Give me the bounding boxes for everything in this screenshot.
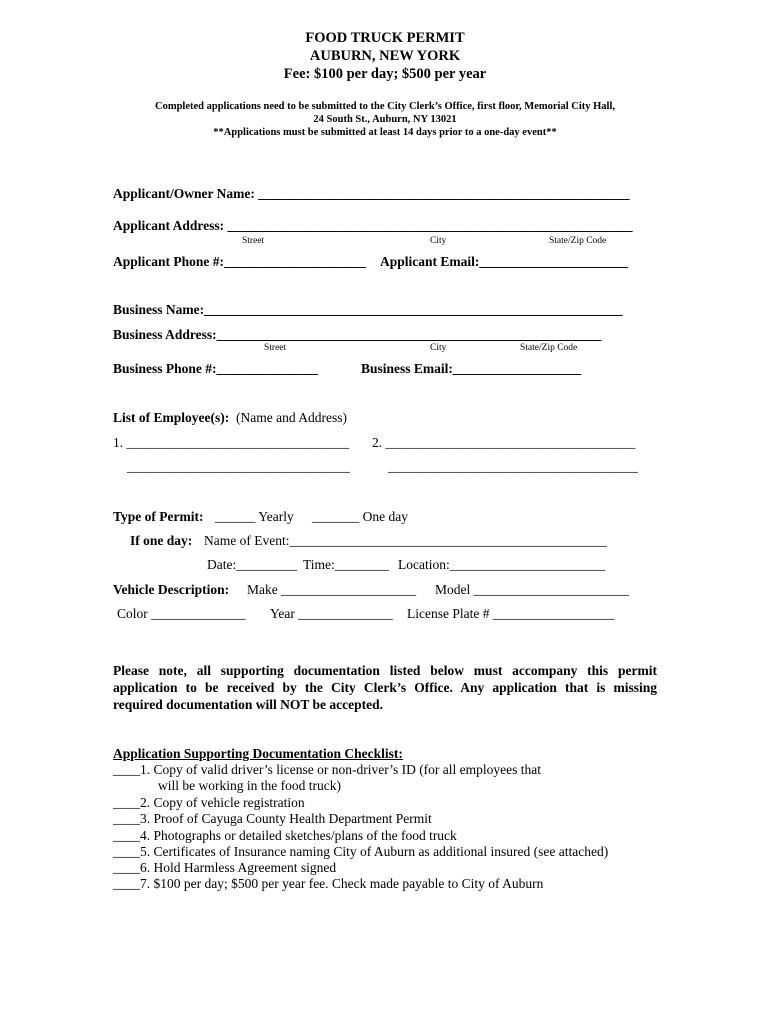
instructions-line-3: **Applications must be submitted at least 14 days prior to a one-day event** [213, 127, 557, 138]
notice-line-1: Please note, all supporting documentation listed below must accompany this permit [113, 663, 657, 678]
event-time-field[interactable]: Time:________ [303, 557, 389, 572]
applicant-phone-field[interactable]: Applicant Phone #:_____________________ [113, 254, 366, 269]
vehicle-make-field[interactable]: Make ____________________ [247, 582, 417, 597]
vehicle-model-field[interactable]: Model _______________________ [435, 582, 629, 597]
business-statezip-caption: State/Zip Code [520, 343, 578, 353]
if-one-day-label: If one day: [130, 533, 193, 548]
business-address-field[interactable]: Business Address:_________________________________________________________ [113, 327, 602, 342]
applicant-city-caption: City [430, 236, 447, 246]
event-date-field[interactable]: Date:_________ [207, 557, 297, 572]
permit-type-label: Type of Permit: [113, 509, 204, 524]
applicant-name-field[interactable]: Applicant/Owner Name: _______________________________________________________ [113, 186, 630, 201]
checklist-item-2[interactable]: ____2. Copy of vehicle registration [113, 795, 305, 810]
applicant-email-field[interactable]: Applicant Email:______________________ [380, 254, 628, 269]
checklist-item-5[interactable]: ____5. Certificates of Insurance naming City of Auburn as additional insured (see attached) [113, 844, 609, 859]
checklist-item-4[interactable]: ____4. Photographs or detailed sketches/plans of the food truck [113, 828, 457, 843]
notice-line-3: required documentation will NOT be accepted. [113, 697, 383, 712]
employee-1-address-field[interactable]: _________________________________ [127, 459, 350, 474]
form-fee: Fee: $100 per day; $500 per year [283, 66, 487, 82]
vehicle-color-field[interactable]: Color ______________ [117, 606, 246, 621]
checklist-item-6[interactable]: ____6. Hold Harmless Agreement signed [113, 860, 337, 875]
event-location-field[interactable]: Location:_______________________ [398, 557, 605, 572]
vehicle-description-label: Vehicle Description: [113, 582, 230, 597]
event-name-field[interactable]: Name of Event:_______________________________________________ [204, 533, 607, 548]
applicant-street-caption: Street [242, 236, 265, 246]
business-name-field[interactable]: Business Name:______________________________________________________________ [113, 302, 623, 317]
checklist-heading: Application Supporting Documentation Checklist: [113, 746, 403, 761]
notice-line-2: application to be received by the City Clerk’s Office. Any application that is missing [113, 680, 657, 695]
instructions-line-2: 24 South St., Auburn, NY 13021 [313, 114, 457, 125]
business-phone-field[interactable]: Business Phone #:_______________ [113, 361, 318, 376]
employee-1-field[interactable]: 1. _________________________________ [113, 435, 350, 450]
applicant-address-field[interactable]: Applicant Address: ____________________________________________________________ [113, 218, 633, 233]
checklist-item-1-continued: will be working in the food truck) [158, 778, 341, 793]
vehicle-year-field[interactable]: Year ______________ [270, 606, 393, 621]
form-title: FOOD TRUCK PERMIT [305, 30, 465, 46]
business-street-caption: Street [264, 343, 287, 353]
employee-2-field[interactable]: 2. _____________________________________ [372, 435, 636, 450]
business-email-field[interactable]: Business Email:___________________ [361, 361, 582, 376]
license-plate-field[interactable]: License Plate # __________________ [407, 606, 615, 621]
permit-one-day-option[interactable]: _______ One day [312, 509, 408, 524]
employees-heading [113, 410, 347, 426]
employees-label: List of Employee(s): [113, 410, 230, 425]
form-city: AUBURN, NEW YORK [309, 48, 461, 64]
checklist-item-1[interactable]: ____1. Copy of valid driver’s license or non-driver’s ID (for all employees that [113, 762, 542, 777]
instructions-line-1: Completed applications need to be submitted to the City Clerk’s Office, first floor, Memorial City Hall, [155, 101, 615, 112]
business-city-caption: City [430, 343, 447, 353]
permit-yearly-option[interactable]: ______ Yearly [215, 509, 294, 524]
applicant-statezip-caption: State/Zip Code [549, 236, 607, 246]
checklist-item-7[interactable]: ____7. $100 per day; $500 per year fee. Check made payable to City of Auburn [113, 876, 544, 891]
checklist-item-3[interactable]: ____3. Proof of Cayuga County Health Department Permit [113, 811, 432, 826]
employees-note: (Name and Address) [235, 410, 347, 425]
employee-2-address-field[interactable]: _____________________________________ [388, 459, 638, 474]
